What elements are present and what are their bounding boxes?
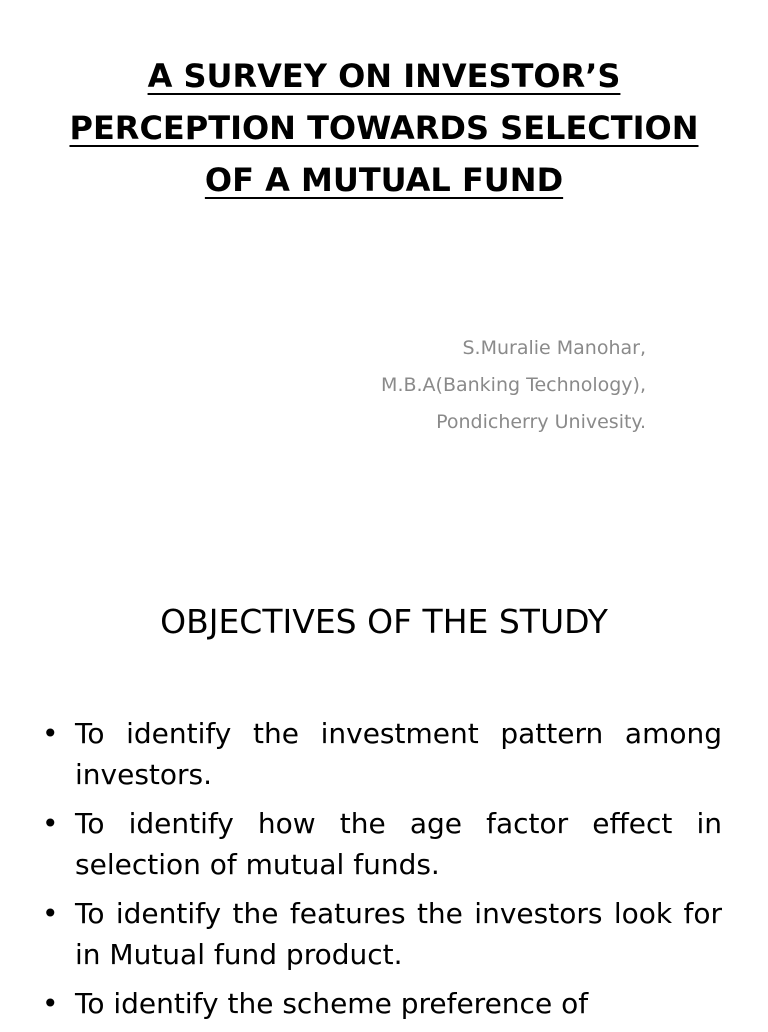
author-degree: M.B.A(Banking Technology), (381, 374, 646, 396)
objective-item (40, 983, 722, 1024)
bullet-icon: • (42, 717, 59, 750)
bullet-icon: • (42, 987, 59, 1020)
objective-text: To identify how the age factor effect in selection of mutual funds. (75, 807, 722, 881)
objectives-list (40, 713, 722, 1032)
objective-item (40, 893, 722, 975)
objectives-slide (0, 520, 768, 1024)
bullet-icon: • (42, 807, 59, 840)
author-name: S.Muralie Manohar, (462, 337, 646, 359)
author-university: Pondicherry Univesity. (436, 411, 646, 433)
section-heading: OBJECTIVES OF THE STUDY (160, 602, 608, 641)
bullet-icon: • (42, 897, 59, 930)
author-info (381, 330, 646, 441)
presentation-title (40, 50, 728, 206)
objective-text: To identify the scheme preference of (75, 987, 589, 1020)
title-line: PERCEPTION TOWARDS SELECTION (69, 109, 699, 147)
objective-item (40, 803, 722, 885)
title-line: A SURVEY ON INVESTOR’S (147, 57, 621, 95)
title-line: OF A MUTUAL FUND (204, 161, 564, 199)
objective-item (40, 713, 722, 795)
objective-text: To identify the investment pattern among investors. (75, 717, 722, 791)
objective-text: To identify the features the investors look for in Mutual fund product. (75, 897, 722, 971)
